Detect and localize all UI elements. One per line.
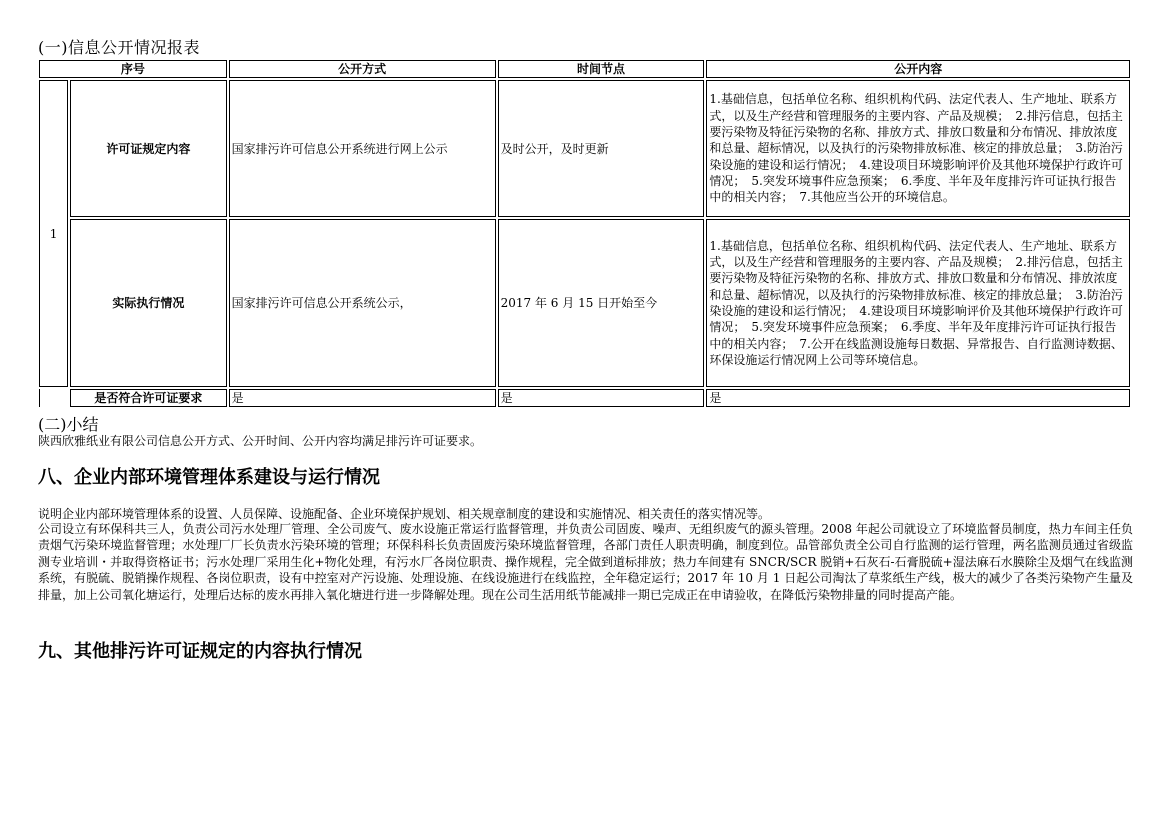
row-item: 实际执行情况 — [70, 219, 227, 387]
seq-cell-empty — [39, 389, 68, 407]
row-method: 是 — [229, 389, 496, 407]
row-time: 及时公开，及时更新 — [498, 80, 705, 217]
header-method: 公开方式 — [229, 60, 496, 78]
header-seq: 序号 — [39, 60, 227, 78]
table-header-row — [39, 60, 1130, 78]
row-content: 1.基础信息，包括单位名称、组织机构代码、法定代表人、生产地址、联系方式，以及生产经营和管理服务的主要内容、产品及规模； 2.排污信息，包括主要污染物及特征污染物的名称、排放方式、排放口数量和分布情况、排放浓度和总量、超标情况，以及执行的污染物排放标准、核定的排放总量； 3.防治污染设施的建设和运行情况； 4.建设项目环境影响评价及其他环境保护行政许可情况； 5.突发环境事件应急预案； 6.季度、半年及年度排污许可证执行报告中的相关内容； 7.公开在线监测设施每日数据、异常报告、自行监测诗数据、环保设施运行情况网上公司等环境信息。 — [706, 219, 1130, 387]
table-row — [39, 80, 1130, 217]
heading-section-9: 九、其他排污许可证规定的内容执行情况 — [38, 641, 362, 662]
row-time: 是 — [498, 389, 705, 407]
section-title-summary: (二)小结 — [38, 415, 99, 434]
section-8-intro: 说明企业内部环境管理体系的设置、人员保障、设施配备、企业环境保护规划、相关规章制度的建设和实施情况、相关责任的落实情况等。 — [38, 507, 771, 521]
table-row — [39, 219, 1130, 387]
table-row — [39, 389, 1130, 407]
summary-text: 陕西欣雅纸业有限公司信息公开方式、公开时间、公开内容均满足排污许可证要求。 — [38, 434, 483, 448]
row-method: 国家排污许可信息公开系统进行网上公示 — [229, 80, 496, 217]
row-item: 是否符合许可证要求 — [70, 389, 227, 407]
row-time: 2017 年 6 月 15 日开始至今 — [498, 219, 705, 387]
seq-cell: 1 — [39, 80, 68, 387]
row-method: 国家排污许可信息公开系统公示， — [229, 219, 496, 387]
row-content: 是 — [706, 389, 1130, 407]
disclosure-table — [37, 58, 1132, 409]
heading-section-8: 八、企业内部环境管理体系建设与运行情况 — [38, 467, 380, 488]
section-title-disclosure-report: (一)信息公开情况报表 — [38, 38, 200, 57]
row-item: 许可证规定内容 — [70, 80, 227, 217]
header-content: 公开内容 — [706, 60, 1130, 78]
header-time: 时间节点 — [498, 60, 705, 78]
section-8-paragraph: 公司设立有环保科共三人，负责公司污水处理厂管理、全公司废气、废水设施正常运行监督管理，并负责公司固废、噪声、无组织废气的源头管理。2008 年起公司就设立了环境监督员制度，热力车间主任负责烟气污染环境监督管理；水处理厂厂长负责水污染环境的管理；环保科科长负责固废污染环境监督管理，各部门责任人职责明确，制度到位。品管部负责全公司自行监测的运行管理，两名监测员通过省级监测专业培训・并取得资格证书；污水处理厂采用生化+物化处理，有污水厂各岗位职责、操作规程，完全做到道标排放；热力车间建有 SNCR/SCR 脱销+石灰石-石膏脱硫+湿法麻石水膜除尘及烟气在线监测系统，有脱硫、脱销操作规程、各岗位职责，设有中控室对产污设施、处理设施、在线设施进行在线监控，全年稳定运行；2017 年 10 月 1 日起公司淘汰了草浆纸生产线，极大的减少了各类污染物产生量及排量，加上公司氧化塘运行，处理后达标的废水再排入氧化塘进行进一步降解处理。现在公司生活用纸节能减排一期已完成正在申请验收，在降低污染物排量的同时提高产能。 — [38, 522, 1133, 602]
row-content: 1.基础信息，包括单位名称、组织机构代码、法定代表人、生产地址、联系方式，以及生产经营和管理服务的主要内容、产品及规模； 2.排污信息，包括主要污染物及特征污染物的名称、排放方式、排放口数量和分布情况、排放浓度和总量、超标情况，以及执行的污染物排放标准、核定的排放总量； 3.防治污染设施的建设和运行情况； 4.建设项目环境影响评价及其他环境保护行政许可情况； 5.突发环境事件应急预案； 6.季度、半年及年度排污许可证执行报告中的相关内容； 7.其他应当公开的环境信息。 — [706, 80, 1130, 217]
